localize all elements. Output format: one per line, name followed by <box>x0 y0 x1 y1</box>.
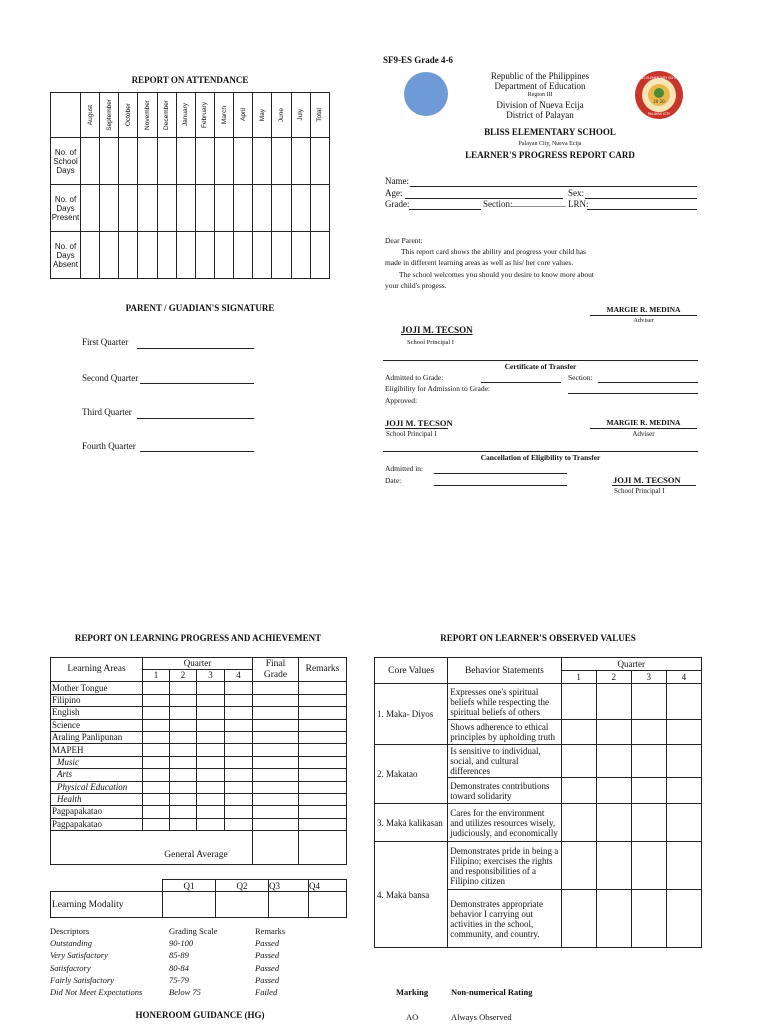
month-header: September <box>105 99 113 131</box>
school-name: BLISS ELEMENTARY SCHOOL <box>484 127 616 137</box>
grade-label: Grade: <box>385 199 410 209</box>
subject-row <box>51 818 347 830</box>
grading-row <box>50 949 310 961</box>
subject-name: Filipino <box>51 694 143 706</box>
quarter-number: 2 <box>170 670 197 682</box>
quarter-number: 3 <box>631 671 666 684</box>
logo-placeholder-circle <box>404 72 448 116</box>
month-header: January <box>182 103 190 127</box>
value-row <box>375 842 702 890</box>
subject-name: Araling Panlipunan <box>51 731 143 743</box>
subject-row <box>51 707 347 719</box>
col-marking: Marking <box>396 987 429 997</box>
subject-row <box>51 769 347 781</box>
scale: 80-84 <box>169 962 189 973</box>
lrn-label: LRN: <box>568 199 589 209</box>
school-seal-icon <box>634 70 684 120</box>
learning-title: REPORT ON LEARNING PROGRESS AND ACHIEVEMENT <box>74 633 322 643</box>
district: District of Palayan <box>506 110 574 120</box>
principal-name: JOJI M. TECSON <box>385 418 453 428</box>
school-header <box>460 71 620 120</box>
value-row <box>375 804 702 842</box>
age-label: Age: <box>385 188 403 198</box>
behavior-statement: Shows adherence to ethical principles by upholding truth <box>448 720 561 745</box>
remark: Failed <box>255 987 278 998</box>
row-label: No. of School Days <box>51 138 81 185</box>
name-field[interactable] <box>410 186 697 187</box>
descriptor: Did Not Meet Expectations <box>50 987 143 998</box>
behavior-statement: Cares for the environment and utilizes resources wisely, judiciously, and economically <box>448 804 561 842</box>
admitted-field[interactable] <box>481 382 561 383</box>
subject-name: Pagpapakatao <box>51 806 143 818</box>
col-areas: Learning Areas <box>51 658 143 682</box>
remark: Passed <box>255 974 280 985</box>
core-value: 1. Maka- Diyos <box>375 684 448 745</box>
modality-table <box>50 879 347 918</box>
subject-row <box>51 719 347 731</box>
quarter-number: 4 <box>225 670 253 682</box>
quarter-label: Third Quarter <box>82 407 132 417</box>
principal-title: School Principal I <box>407 339 454 346</box>
subject-row <box>51 731 347 743</box>
eligibility-label: Eligibility for Admission to Grade: <box>385 384 490 393</box>
descriptor: Fairly Satisfactory <box>50 974 114 985</box>
quarter-number: 1 <box>561 671 596 684</box>
region: Region III <box>527 92 553 98</box>
quarter-label: First Quarter <box>82 337 129 347</box>
section-field[interactable] <box>598 382 698 383</box>
month-header: June <box>277 107 285 123</box>
month-header: July <box>297 109 305 121</box>
signature-line[interactable] <box>140 451 254 452</box>
remark: Passed <box>255 950 280 961</box>
general-average-label: General Average <box>51 831 253 865</box>
modality-label: Learning Modality <box>51 892 163 918</box>
signature-line[interactable] <box>140 383 254 384</box>
marking-rating: Always Observed <box>451 1012 512 1022</box>
adviser-title: Adviser <box>632 430 655 438</box>
behavior-statement: Demonstrates appropriate behavior I carrying out activities in the school, community, and country. <box>448 890 561 948</box>
grading-row <box>50 962 310 974</box>
value-row <box>375 745 702 778</box>
approved-label: Approved: <box>385 396 418 405</box>
subject-name: Music <box>51 756 143 768</box>
descriptor: Very Satisfactory <box>50 950 108 961</box>
attendance-row <box>51 185 330 232</box>
card-title: LEARNER'S PROGRESS REPORT CARD <box>465 150 635 160</box>
grading-row <box>50 974 310 986</box>
sex-label: Sex: <box>568 188 585 198</box>
col-descriptors: Descriptors <box>50 926 90 936</box>
republic: Republic of the Philippines <box>490 71 590 81</box>
learning-areas-table <box>50 657 347 865</box>
month-header: August <box>86 104 94 126</box>
col-core: Core Values <box>375 658 448 684</box>
month-header: Total <box>316 108 324 122</box>
subject-name: MAPEH <box>51 744 143 756</box>
section-field[interactable]: ____________ <box>512 198 566 208</box>
col-rating: Non-numerical Rating <box>451 987 533 997</box>
principal-signature-line <box>385 428 448 429</box>
principal-title: School Principal I <box>386 430 437 438</box>
month-header: December <box>163 100 171 130</box>
seal-year: 20 20 <box>653 99 665 104</box>
core-value: 4. Maka bansa <box>375 842 448 948</box>
grading-row <box>50 986 310 998</box>
col-scale: Grading Scale <box>169 926 218 936</box>
value-row <box>375 684 702 720</box>
lrn-field[interactable] <box>587 209 697 210</box>
row-label: No. of Days Present <box>51 185 81 232</box>
grade-field[interactable] <box>409 209 481 210</box>
admitted-label: Admitted to Grade: <box>385 373 444 382</box>
subject-name: Arts <box>51 769 143 781</box>
core-value: 2. Makatao <box>375 745 448 804</box>
behavior-statement: Is sensitive to individual, social, and cultural differences <box>448 745 561 778</box>
date-field[interactable] <box>434 485 567 486</box>
letter-line: made in different learning areas as well as his/ her core values. <box>385 258 574 268</box>
row-label: No. of Days Absent <box>51 232 81 279</box>
modality-quarter: Q4 <box>309 880 347 892</box>
scale: 75-79 <box>169 974 189 985</box>
adviser-signature-line <box>590 428 697 429</box>
quarter-number: 2 <box>596 671 631 684</box>
signature-line[interactable] <box>137 348 254 349</box>
homeroom-title: HONEROOM GUIDANCE (HG) <box>135 1010 265 1020</box>
remark: Passed <box>255 938 280 948</box>
adviser-signature-line <box>590 315 697 316</box>
marking-code: AO <box>406 1012 419 1022</box>
scale: 85-89 <box>169 950 189 961</box>
subject-row <box>51 694 347 706</box>
behavior-statement: Expresses one's spiritual beliefs while respecting the spiritual beliefs of others <box>448 684 561 720</box>
grading-scale <box>50 925 310 998</box>
general-average-row <box>51 831 347 865</box>
quarter-number: 3 <box>197 670 225 682</box>
observed-values-table <box>374 657 702 948</box>
principal-title: School Principal I <box>614 487 665 495</box>
principal-name: JOJI M. TECSON <box>401 325 473 335</box>
subject-name: English <box>51 707 143 719</box>
eligibility-field[interactable] <box>568 393 698 394</box>
seal-text-bottom: PALAYAN CITY <box>647 112 671 116</box>
col-behavior: Behavior Statements <box>448 658 561 684</box>
school-address: Palayan City, Nueva Ecija <box>518 141 582 147</box>
attendance-table <box>50 92 330 279</box>
section-label: Section: <box>483 199 513 209</box>
letter-salutation: Dear Parent: <box>385 236 423 245</box>
principal-name: JOJI M. TECSON <box>613 475 681 485</box>
admitted-in-field[interactable] <box>434 473 567 474</box>
adviser-title: Adviser <box>633 317 654 324</box>
modality-quarter: Q1 <box>163 880 216 892</box>
subject-row <box>51 781 347 793</box>
month-header: May <box>258 108 266 122</box>
quarter-number: 4 <box>666 671 701 684</box>
subject-name: Pagpapakatao <box>51 818 143 830</box>
subject-row <box>51 756 347 768</box>
scale: Below 75 <box>169 987 201 998</box>
signature-title: PARENT / GUADIAN'S SIGNATURE <box>125 303 275 313</box>
seal-text-top: BLISS ELEMENTARY SCHOOL <box>636 76 682 80</box>
parent-letter <box>385 235 645 291</box>
letter-line: This report card shows the ability and progress your child has <box>401 247 586 257</box>
form-code: SF9-ES Grade 4-6 <box>383 55 454 65</box>
behavior-statement: Demonstrates contributions toward solidarity <box>448 778 561 804</box>
subject-name: Health <box>51 793 143 805</box>
behavior-statement: Demonstrates pride in being a Filipino; exercises the rights and responsibilities of a Filipino citizen <box>448 842 561 890</box>
attendance-title: REPORT ON ATTENDANCE <box>131 75 249 85</box>
subject-row <box>51 744 347 756</box>
attendance-row <box>51 138 330 185</box>
modality-quarter: Q2 <box>216 880 269 892</box>
principal-signature-line <box>612 485 696 486</box>
quarter-number: 1 <box>143 670 170 682</box>
month-header: April <box>239 108 247 122</box>
attendance-row <box>51 232 330 279</box>
letter-line: The school welcomes you should you desire to know more about <box>399 269 594 279</box>
month-header: February <box>201 101 209 128</box>
remark: Passed <box>255 962 280 973</box>
month-header: October <box>124 103 132 127</box>
admitted-in-label: Admitted in: <box>385 464 424 473</box>
descriptor: Satisfactory <box>50 962 91 973</box>
section-label: Section: <box>568 373 593 382</box>
col-remarks: Remarks <box>255 926 286 936</box>
letter-line: your child's progess. <box>385 280 447 290</box>
month-header: November <box>143 100 151 130</box>
name-label: Name: <box>385 176 409 186</box>
core-value: 3. Maka kalikasan <box>375 804 448 842</box>
department: Department of Education <box>494 81 586 91</box>
subject-name: Science <box>51 719 143 731</box>
scale: 90-100 <box>169 938 194 948</box>
subject-name: Mother Tongue <box>51 682 143 694</box>
values-title: REPORT ON LEARNER'S OBSERVED VALUES <box>440 633 636 643</box>
date-label: Date: <box>385 476 402 485</box>
modality-quarter: Q3 <box>269 880 309 892</box>
sex-field[interactable] <box>585 198 697 199</box>
subject-name: Physical Education <box>51 781 143 793</box>
subject-row <box>51 682 347 694</box>
cancellation-title: Cancellation of Eligibility to Transfer <box>480 453 601 462</box>
transfer-title: Certificate of Transfer <box>504 362 577 371</box>
col-quarter: Quarter <box>561 658 701 671</box>
col-remarks: Remarks <box>299 658 347 682</box>
divider <box>383 360 698 361</box>
grading-row <box>50 937 310 949</box>
subject-row <box>51 793 347 805</box>
division: Division of Nueva Ecija <box>496 100 584 110</box>
col-quarter: Quarter <box>143 658 253 670</box>
quarter-label: Second Quarter <box>82 373 139 383</box>
descriptor: Outstanding <box>50 938 93 948</box>
subject-row <box>51 806 347 818</box>
signature-line[interactable] <box>137 418 254 419</box>
month-header: March <box>220 105 228 125</box>
divider <box>383 451 698 452</box>
adviser-name: MARGIE R. MEDINA <box>606 305 681 314</box>
adviser-name: MARGIE R. MEDINA <box>606 418 681 427</box>
quarter-label: Fourth Quarter <box>82 441 136 451</box>
col-final: Final Grade <box>253 658 299 682</box>
